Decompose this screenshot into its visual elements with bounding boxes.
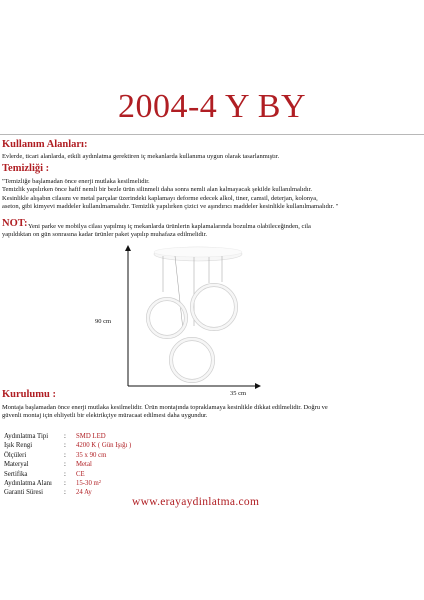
cleaning-line: "Temizliğe başlamadan önce enerji mutlaka kesilmelidir. (2, 178, 150, 185)
ring-bottom (171, 339, 213, 381)
spec-row (4, 432, 131, 441)
note-line: yapıldıktan on gün sonrasına kadar ürünler paket yapılıp muhafaza edilmelidir. (2, 231, 208, 238)
spec-label: Materyal (4, 461, 29, 469)
cleaning-line: Kesinlikle alışabın cilasını ve metal parçalar üzerindeki kaplamayı deforme edecek alkol, tiner, camsil, deterjan, kolonya, (2, 194, 318, 202)
spec-value: 4200 K ( Gün Işığı ) (76, 442, 132, 450)
spec-value: SMD LED (76, 433, 106, 440)
canopy-top (154, 247, 242, 257)
spec-colon: : (64, 470, 66, 478)
website-link[interactable]: www.erayaydinlatma.com (132, 496, 260, 508)
suspension-wires (163, 256, 222, 330)
spec-label: Aydınlatma Alanı (4, 480, 52, 488)
spec-row (4, 470, 131, 479)
product-title: 2004-4 Y BY (117, 88, 307, 125)
spec-table (4, 432, 131, 498)
installation-line: Montaja başlamadan önce enerji mutlaka kesilmelidir. Ürün montajında topraklamaya kesinlikle dikkat edilmelidir. Doğru ve (2, 404, 328, 411)
spec-value: CE (76, 470, 85, 478)
spec-row (4, 441, 131, 450)
installation-heading: Kurulumu : (2, 389, 56, 400)
width-label: 35 cm (230, 390, 247, 397)
spec-row (4, 479, 131, 488)
spec-colon: : (64, 442, 66, 450)
spec-colon: : (64, 480, 66, 488)
spec-row (4, 451, 131, 460)
spec-colon: : (64, 451, 66, 459)
spec-colon: : (64, 433, 66, 440)
spec-colon: : (64, 461, 66, 469)
spec-label: Garanti Süresi (4, 489, 44, 497)
light-rings (148, 285, 236, 381)
usage-text: Evlerde, ticari alanlarda, etkili aydınlatma gerektiren iç mekanlarda kullanıma uygun olarak tasarlanmıştır. (2, 153, 280, 160)
spec-label: Sertifika (4, 470, 28, 478)
spec-value: 35 x 90 cm (76, 451, 107, 459)
spec-row (4, 488, 131, 497)
spec-label: Aydınlatma Tipi (4, 433, 49, 440)
spec-row (4, 460, 131, 469)
spec-label: Ölçüleri (4, 451, 27, 459)
note-line: Yeni parke ve mobilya cilası yapılmış iç mekanlarda ürünlerin kaplamalarında bozulma olabileceğinden, cila (28, 223, 311, 230)
cleaning-heading: Temizliği : (2, 163, 50, 174)
installation-line: güvenli montaj için ehliyetli bir elektrikçiye müracaat edilmesi daha uygundur. (2, 412, 208, 420)
ring-left (148, 299, 186, 337)
spec-label: Işık Rengi (4, 442, 33, 450)
spec-colon: : (64, 489, 66, 497)
cleaning-line: aseton, gibi kimyevi maddeler kullanılmamalıdır. Temizlik yapılırken çizici ve aşındırıcı maddeler kesinlikle kullanılmamalıdır. " (2, 202, 339, 210)
installation-text (2, 404, 422, 421)
cleaning-line: Temizlik yapılırken önce hafif nemli bir bezle ürün silinmeli daha sonra nemli alan kalmayacak şekilde kullanılmalıdır. (2, 186, 313, 194)
spec-value: Metal (76, 461, 92, 469)
note-heading: NOT: (2, 218, 28, 229)
ring-right (192, 285, 236, 329)
usage-heading: Kullanım Alanları: (2, 139, 88, 150)
spec-value: 24 Ay (76, 489, 92, 497)
spec-value: 15-30 m² (76, 480, 101, 488)
height-label: 90 cm (95, 318, 112, 325)
